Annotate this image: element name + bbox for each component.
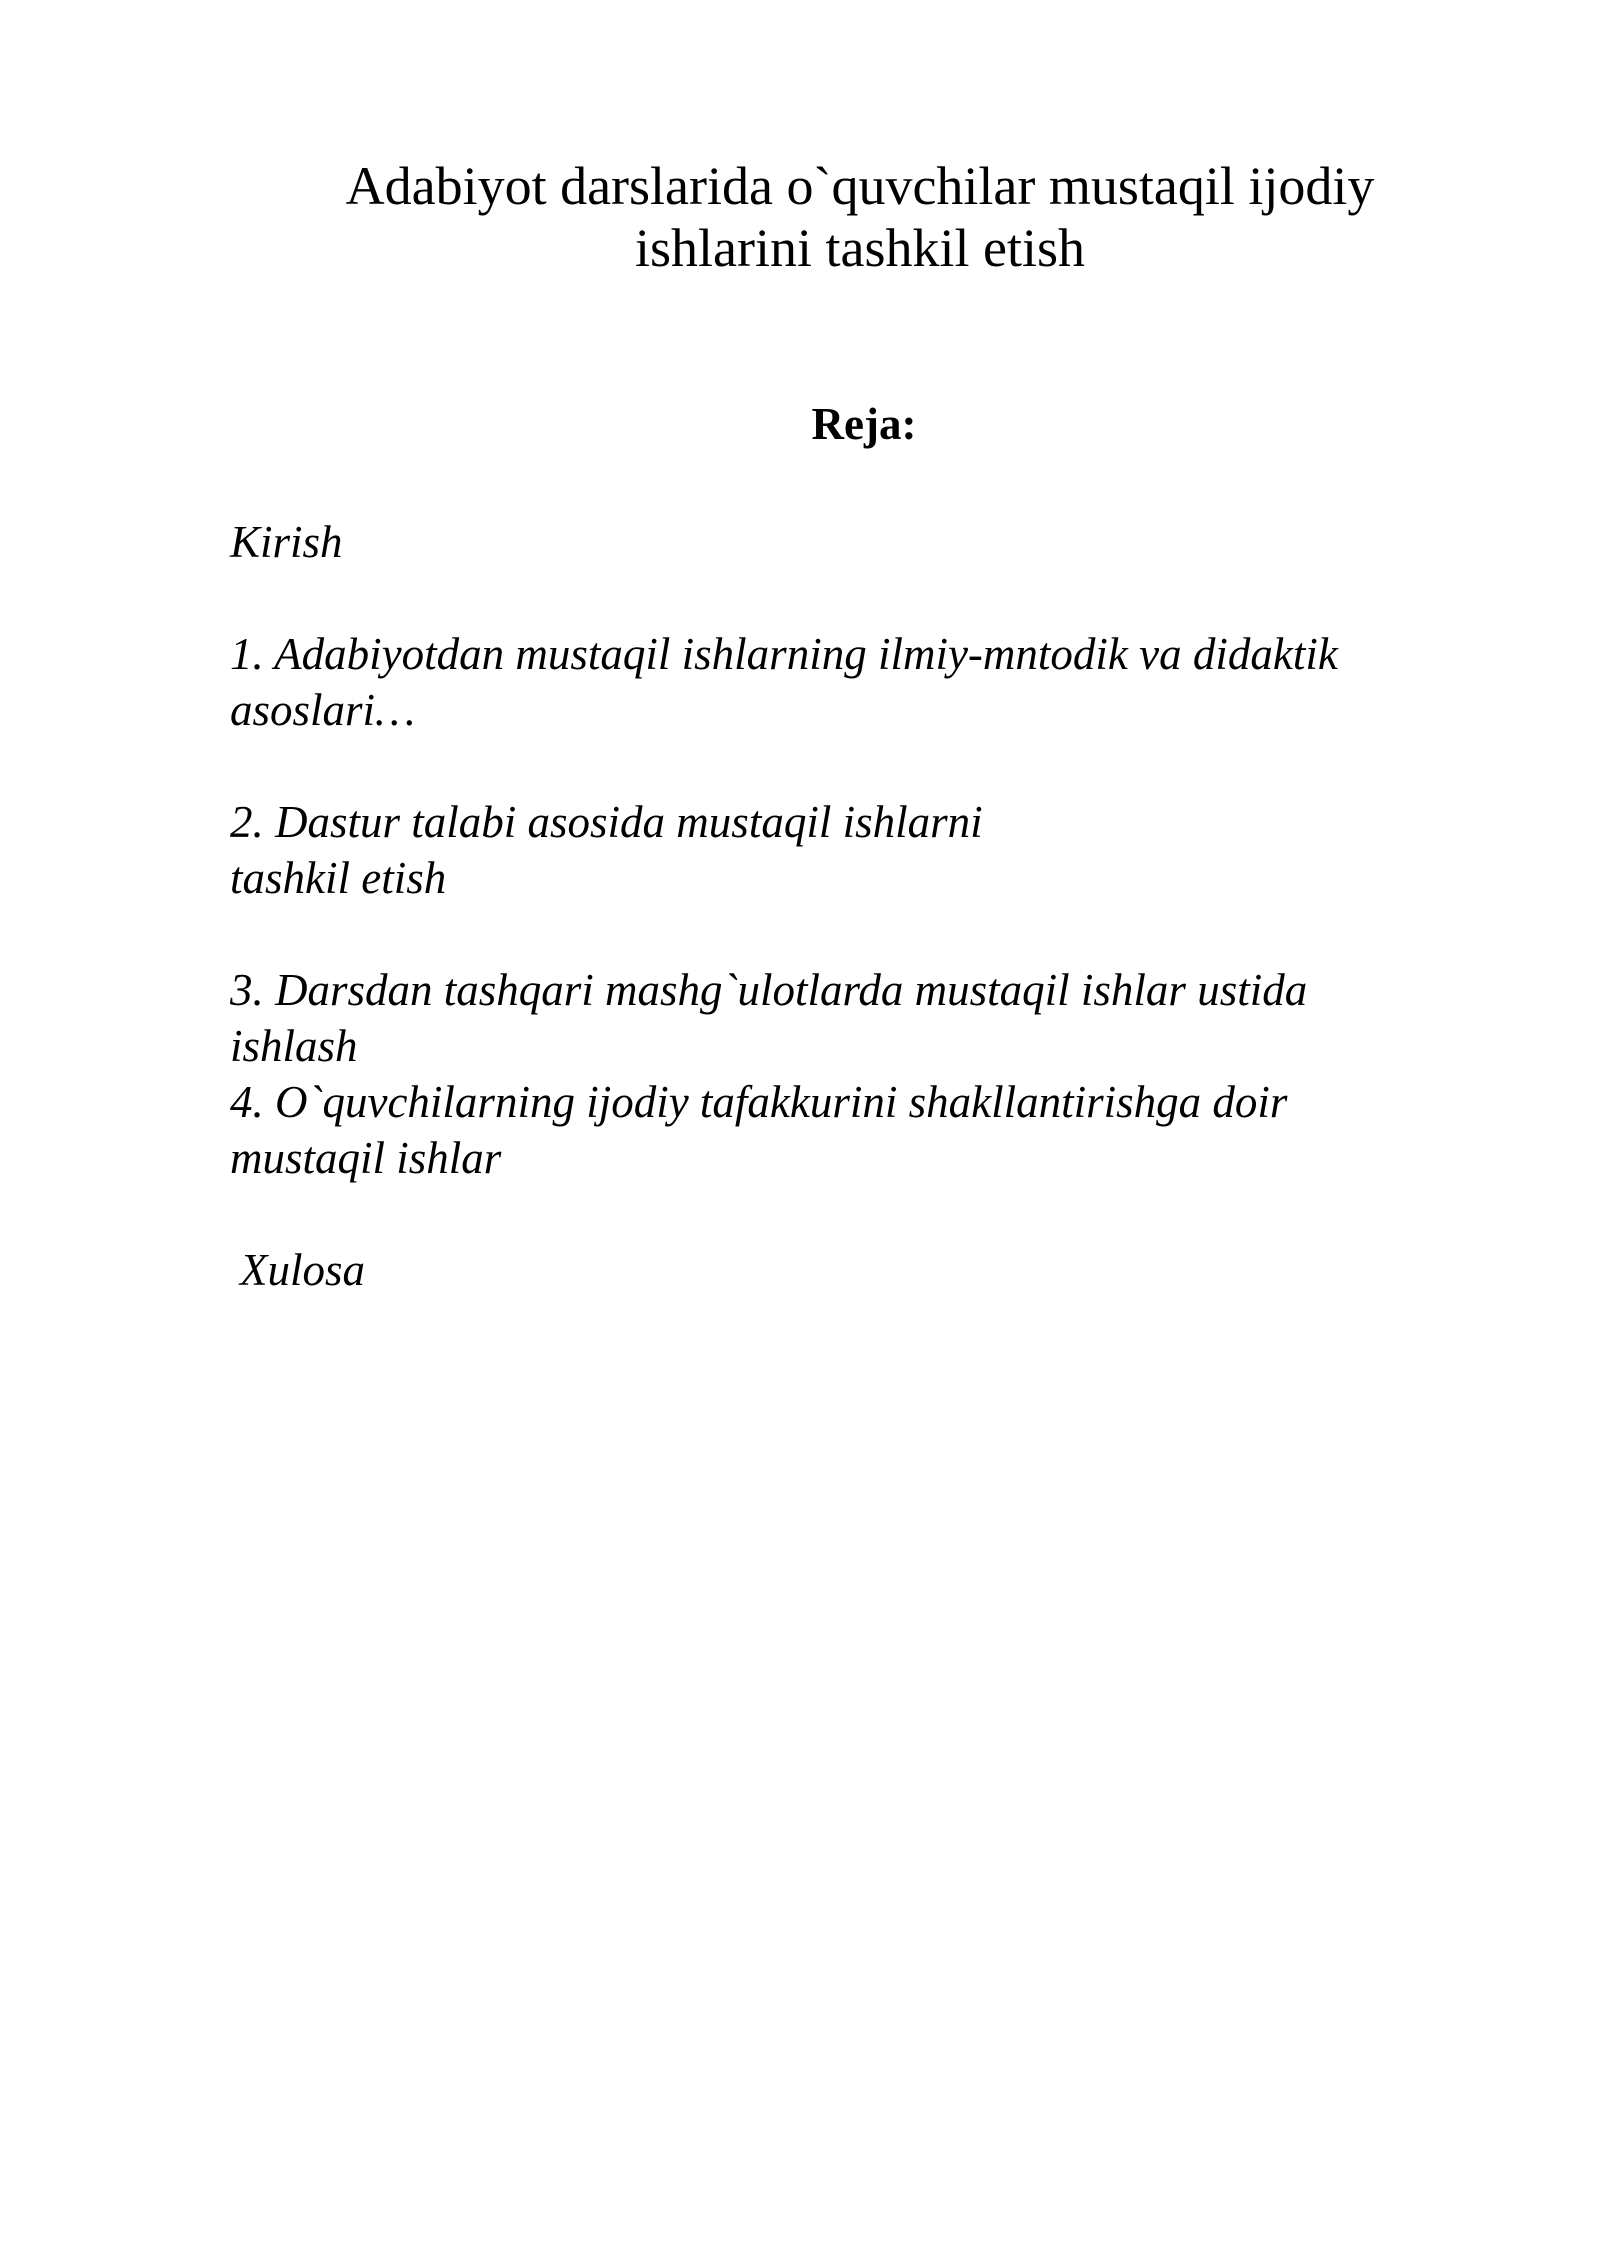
plan-item-1-line-1: 1. Adabiyotdan mustaqil ishlarning ilmiy-mntodik va didaktik — [230, 629, 1338, 679]
title-line-2: ishlarini tashkil etish — [635, 218, 1085, 278]
plan-item-4-line-1: 4. O`quvchilarning ijodiy tafakkurini shakllantirishga doir — [230, 1077, 1288, 1127]
plan-item-3-line-1: 3. Darsdan tashqari mashg`ulotlarda mustaqil ishlar ustida — [230, 965, 1308, 1015]
plan-item-2-line-1: 2. Dastur talabi asosida mustaqil ishlarni — [230, 797, 983, 847]
plan-item-4-line-2: mustaqil ishlar — [230, 1133, 502, 1183]
plan-item-1-line-2: asoslari… — [230, 685, 416, 735]
plan-conclusion: Xulosa — [240, 1245, 366, 1295]
title-line-1: Adabiyot darslarida o`quvchilar mustaqil ijodiy — [345, 156, 1375, 216]
document-title — [290, 155, 1430, 279]
plan-heading: Reja: — [811, 399, 917, 449]
plan-item-3-line-2: ishlash — [230, 1021, 358, 1071]
plan-item-2-line-2: tashkil etish — [230, 853, 447, 903]
plan-intro: Kirish — [230, 517, 343, 567]
